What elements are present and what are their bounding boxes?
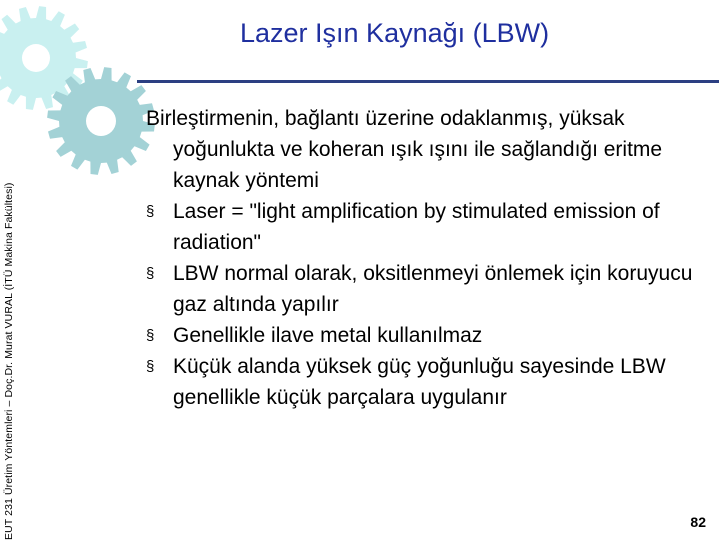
list-item — [146, 351, 706, 413]
square-bullet-icon: § — [146, 358, 155, 375]
list-item-text: LBW normal olarak, oksitlenmeyi önlemek için koruyucu gaz altında yapılır — [173, 262, 693, 316]
list-item — [146, 258, 706, 320]
bullet-list — [146, 196, 706, 413]
title-divider — [137, 80, 719, 83]
slide-body — [146, 103, 706, 413]
square-bullet-icon: § — [146, 203, 155, 220]
intro-text: Birleştirmenin, bağlantı üzerine odaklanmış, yüksak yoğunlukta ve koheran ışık ışını ile sağlandığı eritme kaynak yöntemi — [146, 107, 663, 192]
slide-title: Lazer Işın Kaynağı (LBW) — [240, 18, 550, 48]
list-item — [146, 320, 706, 351]
page-number: 82 — [690, 514, 706, 530]
side-label: EUT 231 Üretim Yöntemleri – Doç.Dr. Murat VURAL (İTÜ Makina Fakültesi) — [3, 182, 15, 540]
square-bullet-icon: § — [146, 265, 155, 282]
list-item-text: Küçük alanda yüksek güç yoğunluğu sayesinde LBW genellikle küçük parçalara uygulanır — [173, 355, 666, 409]
square-bullet-icon: § — [146, 327, 155, 344]
list-item — [146, 196, 706, 258]
list-item-text: Laser = "light amplification by stimulated emission of radiation" — [173, 200, 660, 254]
list-item-text: Genellikle ilave metal kullanılmaz — [173, 324, 483, 347]
